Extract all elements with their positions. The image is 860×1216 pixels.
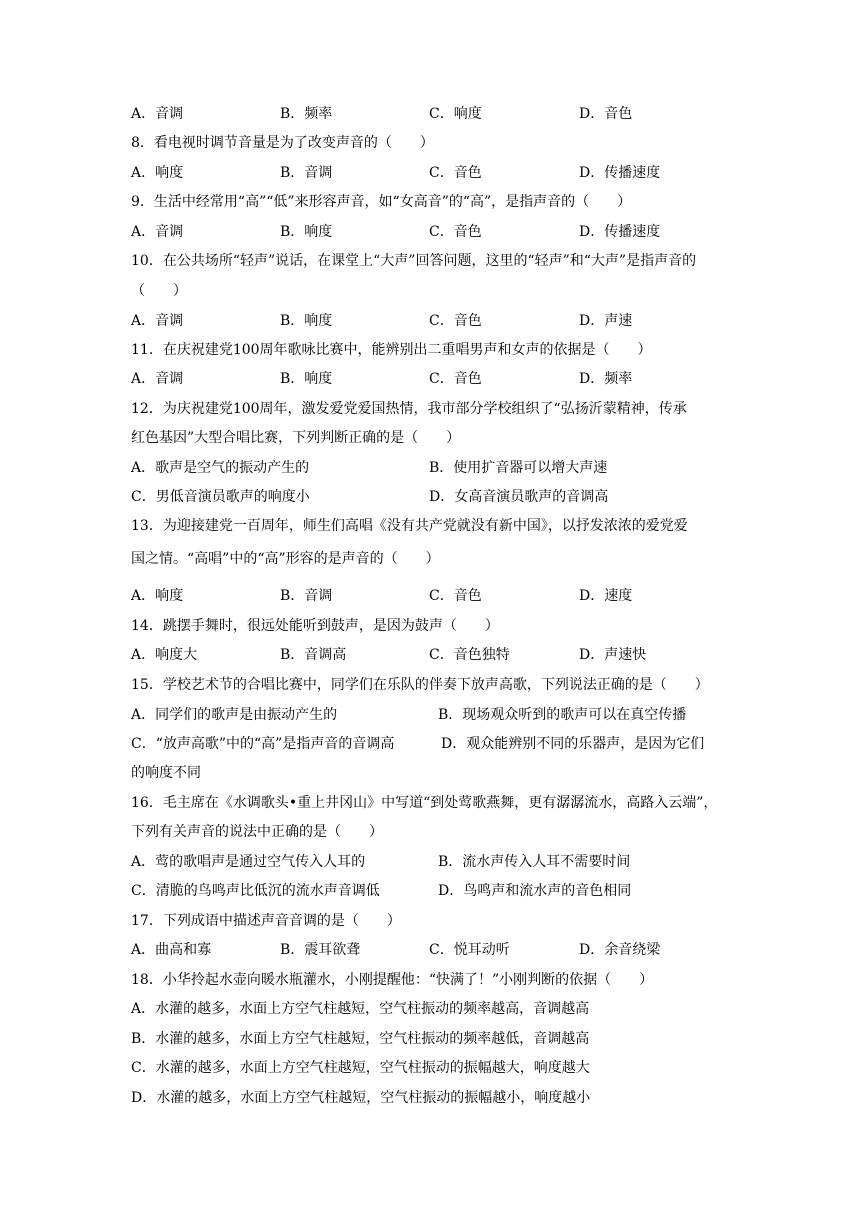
- q13-stem-line1: 13．为迎接建党一百周年，师生们高唱《没有共产党就没有新中国》，以抒发浓浓的爱党爱: [131, 518, 688, 534]
- q17-option-b: B．震耳欲聋: [280, 942, 361, 958]
- q12-option-d: D．女高音演员歌声的音调高: [429, 489, 609, 505]
- q8-option-d: D．传播速度: [579, 165, 661, 181]
- q16-stem-line2: 下列有关声音的说法中正确的是（ ）: [131, 824, 383, 840]
- q7-option-c: C．响度: [429, 106, 482, 122]
- q12-option-c: C．男低音演员歌声的响度小: [131, 489, 310, 505]
- q12-option-a: A．歌声是空气的振动产生的: [131, 460, 310, 476]
- q10-option-d: D．声速: [579, 313, 633, 329]
- q9-option-c: C．音色: [429, 224, 482, 240]
- q14-option-d: D．声速快: [579, 647, 647, 663]
- q15-stem: 15．学校艺术节的合唱比赛中，同学们在乐队的伴奏下放声高歌，下列说法正确的是（ ）: [131, 677, 709, 693]
- q7-option-d: D．音色: [579, 106, 633, 122]
- q8-stem: 8．看电视时调节音量是为了改变声音的（ ）: [131, 135, 434, 151]
- q12-option-b: B．使用扩音器可以增大声速: [429, 460, 608, 476]
- q14-option-c: C．音色独特: [429, 647, 510, 663]
- q9-option-b: B．响度: [280, 224, 333, 240]
- q15-option-c: C．“放声高歌”中的“高”是指声音的音调高: [131, 736, 395, 752]
- q10-option-b: B．响度: [280, 313, 333, 329]
- q15-option-a: A．同学们的歌声是由振动产生的: [131, 707, 338, 723]
- q17-option-c: C．悦耳动听: [429, 942, 510, 958]
- q11-stem: 11．在庆祝建党100周年歌咏比赛中，能辨别出二重唱男声和女声的依据是（ ）: [131, 342, 652, 358]
- q14-option-b: B．音调高: [280, 647, 347, 663]
- q10-stem-line2: （ ）: [131, 283, 187, 299]
- q7-option-a: A．音调: [131, 106, 184, 122]
- q10-option-c: C．音色: [429, 313, 482, 329]
- q17-option-a: A．曲高和寡: [131, 942, 212, 958]
- q18-option-d: D．水灌的越多，水面上方空气柱越短，空气柱振动的振幅越小，响度越小: [131, 1090, 591, 1106]
- q14-stem: 14．跳摆手舞时，很远处能听到鼓声，是因为鼓声（ ）: [131, 618, 499, 634]
- q16-stem-line1: 16．毛主席在《水调歌头•重上井冈山》中写道“到处莺歌燕舞，更有潺潺流水，高路入云端”，: [131, 795, 718, 811]
- q13-option-b: B．音调: [280, 588, 333, 604]
- q11-option-b: B．响度: [280, 371, 333, 387]
- q13-stem-line2: 国之情。“高唱”中的“高”形容的是声音的（ ）: [131, 551, 440, 567]
- q11-option-d: D．频率: [579, 371, 633, 387]
- q9-option-a: A．音调: [131, 224, 184, 240]
- q8-option-b: B．音调: [280, 165, 333, 181]
- q8-option-a: A．响度: [131, 165, 184, 181]
- q7-option-b: B．频率: [280, 106, 333, 122]
- q11-option-c: C．音色: [429, 371, 482, 387]
- q18-option-a: A．水灌的越多，水面上方空气柱越短，空气柱振动的频率越高，音调越高: [131, 1001, 590, 1017]
- q16-option-b: B．流水声传入人耳不需要时间: [438, 854, 631, 870]
- q15-option-b: B．现场观众听到的歌声可以在真空传播: [438, 707, 687, 723]
- q9-stem: 9．生活中经常用“高”“低”来形容声音，如“女高音”的“高”，是指声音的（ ）: [131, 194, 632, 210]
- q11-option-a: A．音调: [131, 371, 184, 387]
- q13-option-a: A．响度: [131, 588, 184, 604]
- q9-option-d: D．传播速度: [579, 224, 661, 240]
- q15-option-d: D．观众能辨别不同的乐器声，是因为它们: [441, 736, 705, 752]
- q15-option-d-cont: 的响度不同: [131, 765, 201, 781]
- q12-stem-line1: 12．为庆祝建党100周年，激发爱党爱国热情，我市部分学校组织了“弘扬沂蒙精神，传承: [131, 401, 687, 417]
- q13-option-d: D．速度: [579, 588, 633, 604]
- q18-option-b: B．水灌的越多，水面上方空气柱越短，空气柱振动的频率越低，音调越高: [131, 1031, 590, 1047]
- q18-option-c: C．水灌的越多，水面上方空气柱越短，空气柱振动的振幅越大，响度越大: [131, 1060, 590, 1076]
- q18-stem: 18．小华拎起水壶向暖水瓶灌水，小刚提醒他：“快满了！”小刚判断的依据（ ）: [131, 972, 654, 988]
- q10-option-a: A．音调: [131, 313, 184, 329]
- q16-option-d: D．鸟鸣声和流水声的音色相同: [438, 883, 632, 899]
- q17-option-d: D．余音绕梁: [579, 942, 661, 958]
- q14-option-a: A．响度大: [131, 647, 198, 663]
- q16-option-a: A．莺的歌唱声是通过空气传入人耳的: [131, 854, 366, 870]
- q12-stem-line2: 红色基因”大型合唱比赛，下列判断正确的是（ ）: [131, 430, 461, 446]
- q8-option-c: C．音色: [429, 165, 482, 181]
- q13-option-c: C．音色: [429, 588, 482, 604]
- q10-stem-line1: 10．在公共场所“轻声”说话，在课堂上“大声”回答问题，这里的“轻声”和“大声”是指声音的: [131, 253, 697, 269]
- q16-option-c: C．清脆的鸟鸣声比低沉的流水声音调低: [131, 883, 380, 899]
- q17-stem: 17．下列成语中描述声音音调的是（ ）: [131, 913, 401, 929]
